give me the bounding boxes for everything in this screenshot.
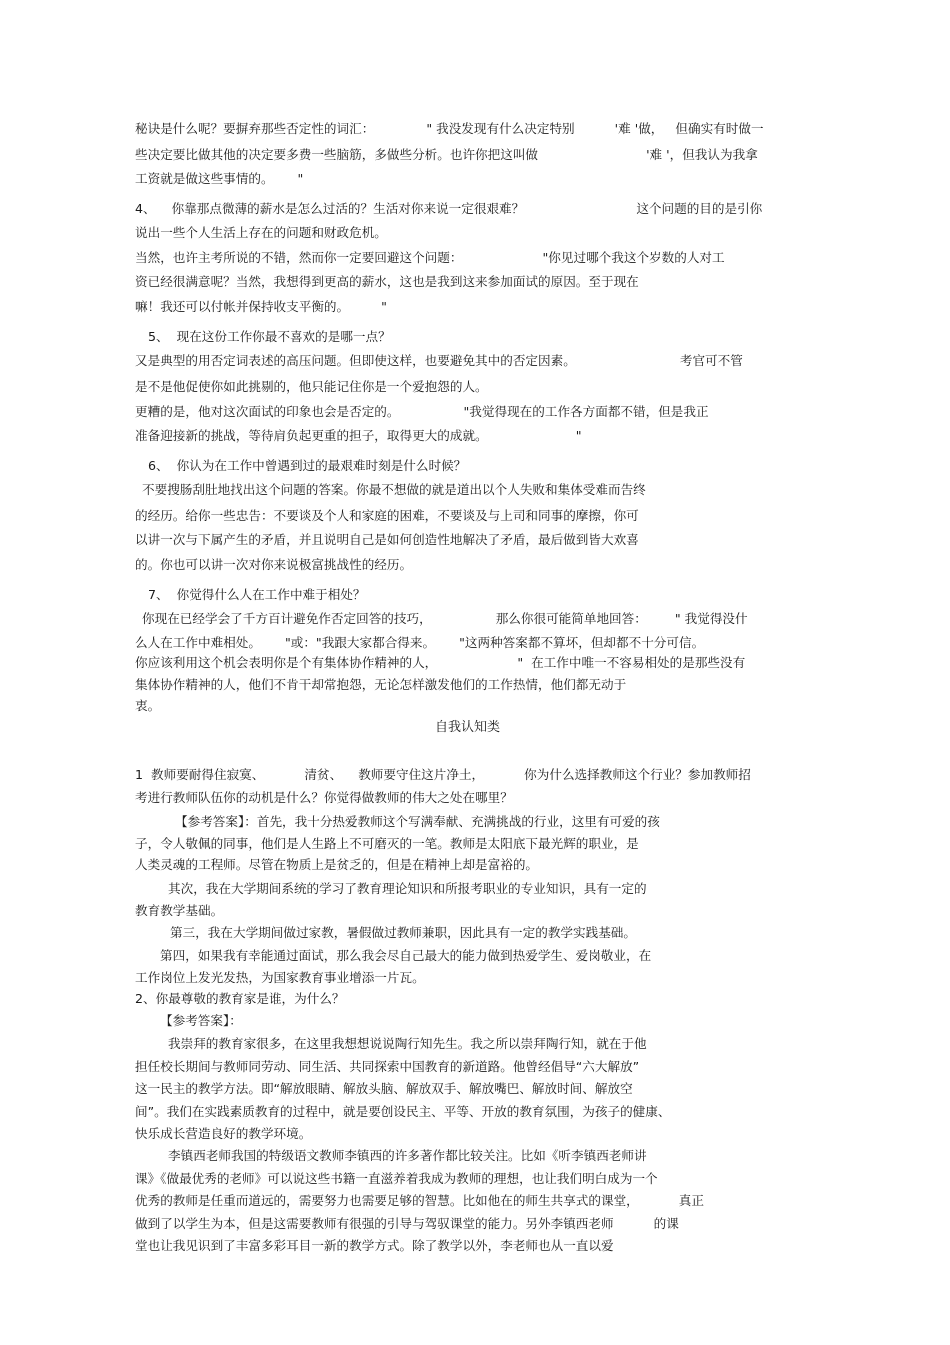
text-line: 6、 你认为在工作中曾遇到过的最艰难时刻是什么时候？: [148, 458, 467, 473]
text-line: 不要搜肠刮肚地找出这个问题的答案。你最不想做的就是道出以个人失败和集体受难而告终: [142, 482, 646, 497]
text-line: 说出一些个人生活上存在的问题和财政危机。: [135, 225, 387, 240]
text-line: 工资就是做这些事情的。 ": [135, 171, 304, 186]
text-line: 第四，如果我有幸能通过面试，那么我会尽自己最大的能力做到热爱学生、爱岗敬业，在: [160, 948, 652, 963]
text-line: 资已经很满意呢？当然，我想得到更高的薪水，这也是我到这来参加面试的原因。至于现在: [135, 274, 639, 289]
text-line: 秘诀是什么呢？要摒弃那些否定性的词汇： " 我没发现有什么决定特别 '难 '做， 但确实有时做一: [135, 121, 764, 136]
text-line: 我崇拜的教育家很多，在这里我想想说说陶行知先生。我之所以崇拜陶行知，就在于他: [168, 1036, 647, 1051]
section-title: 自我认知类: [435, 720, 501, 735]
text-line: 嘛！我还可以付帐并保持收支平衡的。 ": [135, 299, 387, 314]
text-line: 担任校长期间与教师同劳动、同生活、共同探索中国教育的新道路。他曾经倡导“六大解放”: [135, 1059, 640, 1074]
text-line: 人类灵魂的工程师。尽管在物质上是贫乏的，但是在精神上却是富裕的。: [135, 857, 538, 872]
text-line: 【参考答案】：首先，我十分热爱教师这个写满奉献、充满挑战的行业，这里有可爱的孩: [175, 814, 660, 829]
text-line: 些决定要比做其他的决定要多费一些脑筋，多做些分析。也许你把这叫做 '难 '，但我认为我拿: [135, 147, 758, 162]
text-line: 子，令人敬佩的同事，他们是人生路上不可磨灭的一笔。教师是太阳底下最光辉的职业，是: [135, 836, 639, 851]
text-line: 课》《做最优秀的老师》可以说这些书籍一直滋养着我成为教师的理想，也让我们明白成为一个: [135, 1171, 658, 1186]
text-line: 5、 现在这份工作你最不喜欢的是哪一点？: [148, 329, 391, 344]
text-line: 衷。: [135, 698, 161, 713]
text-line: 么人在工作中难相处。 "或："我跟大家都合得来。 "这两种答案都不算坏，但却都不十分可信。: [135, 635, 705, 650]
text-line: 7、 你觉得什么人在工作中难于相处？: [148, 587, 366, 602]
text-line: 你应该利用这个机会表明你是个有集体协作精神的人， " 在工作中唯一不容易相处的是那些没有: [135, 655, 746, 670]
text-line: 其次，我在大学期间系统的学习了教育理论知识和所报考职业的专业知识，具有一定的: [168, 881, 647, 896]
text-line: 李镇西老师我国的特级语文教师李镇西的许多著作都比较关注。比如《听李镇西老师讲: [168, 1148, 647, 1163]
text-line: 【参考答案】：: [160, 1013, 242, 1028]
text-line: 教育教学基础。: [135, 903, 224, 918]
text-line: 是不是他促使你如此挑剔的，他只能记住你是一个爱抱怨的人。: [135, 379, 488, 394]
text-line: 准备迎接新的挑战，等待肩负起更重的担子，取得更大的成就。 ": [135, 428, 582, 443]
text-line: 优秀的教师是任重而道远的，需要努力也需要足够的智慧。比如他在的师生共享式的课堂， 真正: [135, 1193, 704, 1208]
text-line: 堂也让我见识到了丰富多彩耳目一新的教学方式。除了教学以外，李老师也从一直以爱: [135, 1238, 614, 1253]
text-line: 以讲一次与下属产生的矛盾，并且说明自己是如何创造性地解决了矛盾，最后做到皆大欢喜: [135, 532, 639, 547]
text-line: 快乐成长营造良好的教学环境。: [135, 1126, 312, 1141]
text-line: 1 教师要耐得住寂寞、 清贫、 教师要守住这片净土， 你为什么选择教师这个行业？参加教师招: [135, 767, 751, 782]
text-line: 4、 你靠那点微薄的薪水是怎么过活的？生活对你来说一定很艰难？ 这个问题的目的是引你: [135, 201, 763, 216]
text-line: 当然，也许主考所说的不错，然而你一定要回避这个问题： "你见过哪个我这个岁数的人对工: [135, 250, 725, 265]
text-line: 这一民主的教学方法。即“解放眼睛、解放头脑、解放双手、解放嘴巴、解放时间、解放空: [135, 1081, 633, 1096]
text-line: 集体协作精神的人，他们不肯干却常抱怨，无论怎样激发他们的工作热情，他们都无动于: [135, 677, 627, 692]
text-line: 又是典型的用否定词表述的高压问题。但即使这样，也要避免其中的否定因素。 考官可不管: [135, 353, 743, 368]
text-line: 的经历。给你一些忠告：不要谈及个人和家庭的困难，不要谈及与上司和同事的摩擦，你可: [135, 508, 639, 523]
text-line: 工作岗位上发光发热，为国家教育事业增添一片瓦。: [135, 970, 425, 985]
text-line: 2、你最尊敬的教育家是谁，为什么？: [135, 991, 345, 1006]
text-line: 考进行教师队伍你的动机是什么？你觉得做教师的伟大之处在哪里？: [135, 790, 513, 805]
text-line: 第三，我在大学期间做过家教，暑假做过教师兼职，因此具有一定的教学实践基础。: [170, 925, 636, 940]
text-line: 你现在已经学会了千方百计避免作否定回答的技巧， 那么你很可能简单地回答： " 我觉得没什: [142, 611, 748, 626]
text-line: 间”。我们在实践素质教育的过程中，就是要创设民主、平等、开放的教育氛围，为孩子的健康、: [135, 1104, 671, 1119]
text-line: 更糟的是，他对这次面试的印象也会是否定的。 "我觉得现在的工作各方面都不错，但是我正: [135, 404, 709, 419]
text-line: 的。你也可以讲一次对你来说极富挑战性的经历。: [135, 557, 413, 572]
text-line: 做到了以学生为本，但是这需要教师有很强的引导与驾驭课堂的能力。另外李镇西老师 的课: [135, 1216, 679, 1231]
